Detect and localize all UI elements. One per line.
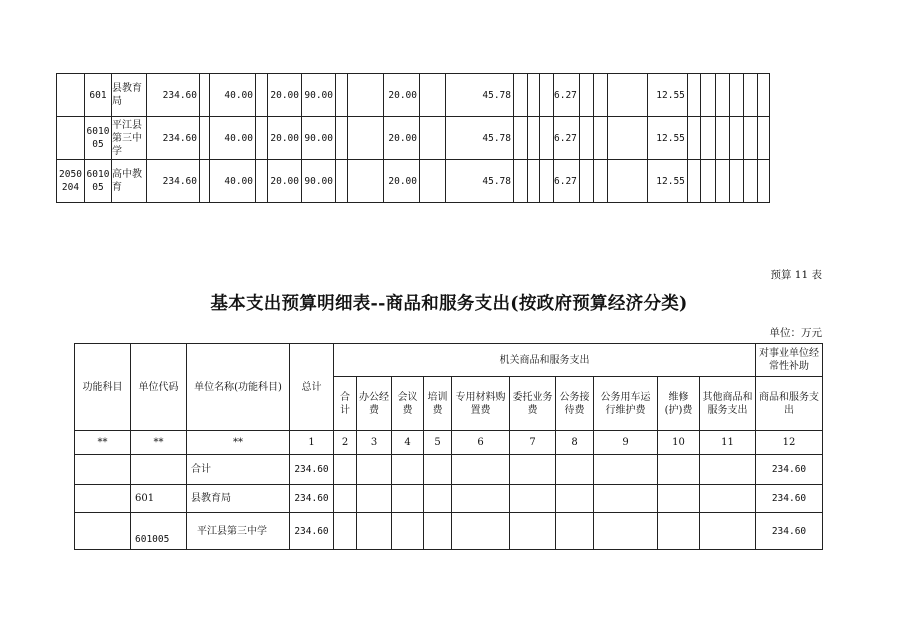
table-row	[57, 117, 770, 160]
table-row	[75, 513, 823, 550]
header-col: 公务用车运行维护费	[594, 377, 658, 431]
value-cell: 6.27	[554, 74, 580, 117]
code-cell	[131, 455, 187, 485]
index-cell: 11	[700, 431, 756, 455]
value-cell: 45.78	[446, 74, 514, 117]
header-group-org: 机关商品和服务支出	[334, 344, 756, 377]
value-cell: 20.00	[384, 117, 420, 160]
header-row	[75, 344, 823, 377]
value-cell: 20.00	[268, 74, 302, 117]
value-cell: 40.00	[210, 74, 256, 117]
index-cell: **	[131, 431, 187, 455]
header-group-sub: 对事业单位经常性补助	[756, 344, 823, 377]
header-total: 总计	[290, 344, 334, 431]
value-cell: 12.55	[647, 74, 687, 117]
header-col: 公务接待费	[556, 377, 594, 431]
name-cell: 县教育局	[187, 485, 290, 513]
subsidy-cell: 234.60	[756, 455, 823, 485]
header-col: 商品和服务支出	[756, 377, 823, 431]
func-code-cell: 2050204	[57, 160, 85, 203]
value-cell: 6.27	[554, 160, 580, 203]
code-cell: 601	[131, 485, 187, 513]
value-cell: 90.00	[302, 160, 336, 203]
subsidy-cell: 234.60	[756, 485, 823, 513]
code-cell: 601005	[131, 513, 187, 550]
previous-table-fragment	[56, 73, 770, 203]
index-cell: 7	[510, 431, 556, 455]
total-cell: 234.60	[147, 160, 200, 203]
value-cell: 12.55	[647, 160, 687, 203]
value-cell: 12.55	[647, 117, 687, 160]
func-cell	[75, 513, 131, 550]
value-cell: 6.27	[554, 117, 580, 160]
table-row	[57, 160, 770, 203]
index-cell: 4	[392, 431, 424, 455]
budget-table	[74, 343, 823, 550]
index-cell: 1	[290, 431, 334, 455]
index-row	[75, 431, 823, 455]
value-cell: 40.00	[210, 160, 256, 203]
index-cell: **	[75, 431, 131, 455]
func-code-cell	[57, 117, 85, 160]
unit-name-cell: 县教育局	[112, 74, 147, 117]
total-cell: 234.60	[147, 117, 200, 160]
name-cell: 平江县第三中学	[187, 513, 290, 550]
header-unit-code: 单位代码	[131, 344, 187, 431]
value-cell: 20.00	[384, 74, 420, 117]
value-cell: 90.00	[302, 74, 336, 117]
header-col: 其他商品和服务支出	[700, 377, 756, 431]
value-cell: 45.78	[446, 117, 514, 160]
func-code-cell	[57, 74, 85, 117]
name-cell: 合计	[187, 455, 290, 485]
header-col: 合计	[334, 377, 357, 431]
func-cell	[75, 485, 131, 513]
unit-name-cell: 高中教育	[112, 160, 147, 203]
value-cell: 20.00	[268, 160, 302, 203]
func-cell	[75, 455, 131, 485]
unit-name-cell: 平江县第三中学	[112, 117, 147, 160]
index-cell: 12	[756, 431, 823, 455]
subsidy-cell: 234.60	[756, 513, 823, 550]
header-func-subject: 功能科目	[75, 344, 131, 431]
value-cell: 90.00	[302, 117, 336, 160]
index-cell: 2	[334, 431, 357, 455]
header-col: 专用材料购置费	[452, 377, 510, 431]
value-cell: 40.00	[210, 117, 256, 160]
header-col: 维修(护)费	[658, 377, 700, 431]
total-cell: 234.60	[290, 485, 334, 513]
total-cell: 234.60	[290, 455, 334, 485]
unit-code-cell: 601005	[85, 117, 112, 160]
unit-code-cell: 601	[85, 74, 112, 117]
header-unit-name: 单位名称(功能科目)	[187, 344, 290, 431]
table-number: 预算 11 表	[770, 269, 822, 281]
page-title: 基本支出预算明细表--商品和服务支出(按政府预算经济分类)	[210, 294, 688, 314]
index-cell: 6	[452, 431, 510, 455]
total-cell: 234.60	[290, 513, 334, 550]
index-cell: 9	[594, 431, 658, 455]
table-row	[57, 74, 770, 117]
index-cell: 3	[357, 431, 392, 455]
header-col: 会议费	[392, 377, 424, 431]
unit-label: 单位：万元	[769, 327, 822, 339]
header-col: 委托业务费	[510, 377, 556, 431]
value-cell: 20.00	[384, 160, 420, 203]
table-row	[75, 485, 823, 513]
unit-code-cell: 601005	[85, 160, 112, 203]
value-cell: 20.00	[268, 117, 302, 160]
index-cell: **	[187, 431, 290, 455]
value-cell: 45.78	[446, 160, 514, 203]
index-cell: 5	[424, 431, 452, 455]
header-col: 办公经费	[357, 377, 392, 431]
table-row	[75, 455, 823, 485]
index-cell: 8	[556, 431, 594, 455]
total-cell: 234.60	[147, 74, 200, 117]
index-cell: 10	[658, 431, 700, 455]
header-col: 培训费	[424, 377, 452, 431]
